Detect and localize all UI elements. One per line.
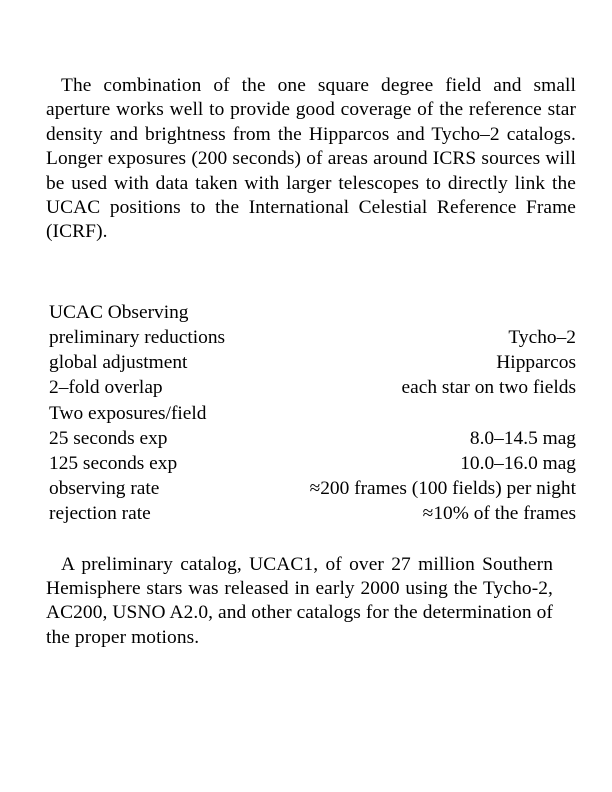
ucac-observing-table <box>46 300 576 527</box>
catalog-paragraph: A preliminary catalog, UCAC1, of over 27 million Southern Hemisphere stars was released in early 2000 using the Tycho-2, AC200, USNO A2.0, and other catalogs for the determination of the proper motions. <box>46 553 553 648</box>
row-value: each star on two fields <box>401 377 576 399</box>
table-row <box>49 426 576 451</box>
table-row <box>49 375 576 400</box>
row-value: ≈10% of the frames <box>422 503 576 525</box>
row-value: ≈200 frames (100 fields) per night <box>309 478 576 500</box>
page-content <box>46 74 576 650</box>
table-row <box>49 451 576 476</box>
table-row <box>49 501 576 526</box>
table-row <box>49 325 576 350</box>
row-label: 25 seconds exp <box>49 427 168 449</box>
row-value: 8.0–14.5 mag <box>469 427 576 449</box>
row-label: 2–fold overlap <box>49 377 163 399</box>
row-value: 10.0–16.0 mag <box>460 453 576 475</box>
row-value: Tycho–2 <box>508 327 576 349</box>
table-row <box>49 300 576 325</box>
row-label: observing rate <box>49 478 160 500</box>
row-label: 125 seconds exp <box>49 453 178 475</box>
row-label: UCAC Observing <box>49 301 189 323</box>
row-label: global adjustment <box>49 352 188 374</box>
row-label: rejection rate <box>49 503 151 525</box>
table-row <box>49 350 576 375</box>
intro-paragraph: The combination of the one square degree field and small aperture works well to provide good coverage of the reference star density and brightness from the Hipparcos and Tycho–2 catalogs. Longer exposures (200 seconds) of areas around ICRS sources will be used with data taken with larger telescopes to directly link the UCAC positions to the International Celestial Reference Frame (ICRF). <box>46 75 576 243</box>
row-label: preliminary reductions <box>49 327 226 349</box>
table-row <box>49 401 576 426</box>
row-value: Hipparcos <box>496 352 576 374</box>
row-label: Two exposures/field <box>49 402 207 424</box>
table-row <box>49 476 576 501</box>
